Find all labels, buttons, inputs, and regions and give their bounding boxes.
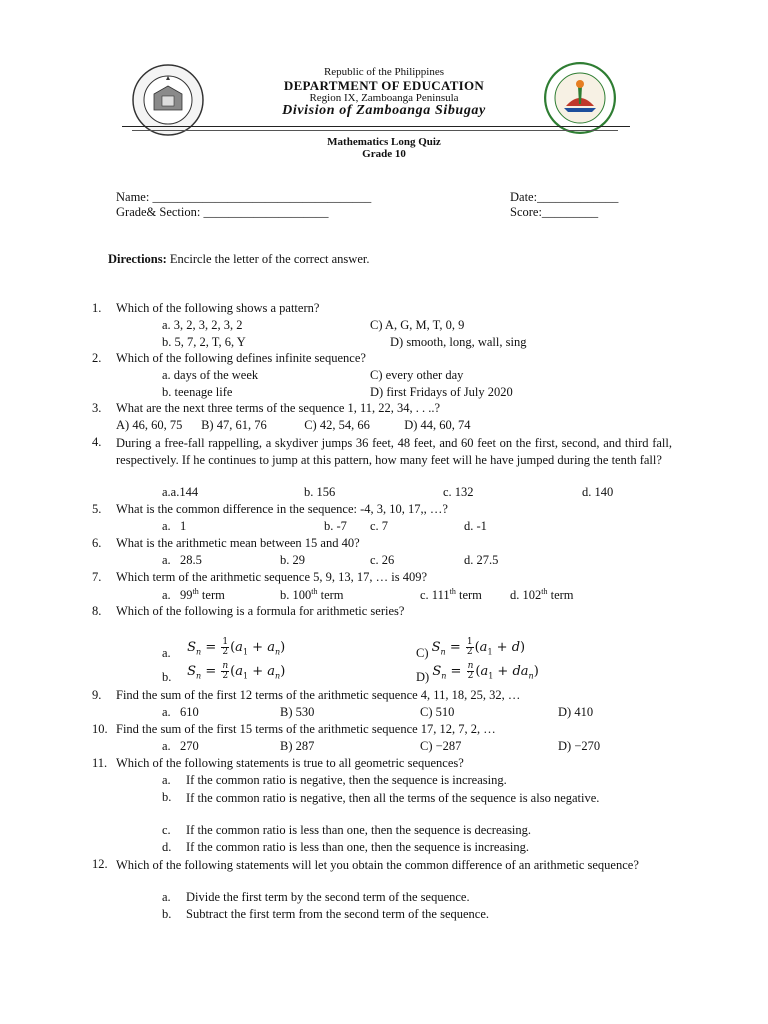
q5-option-d[interactable]: d. -1 — [464, 519, 487, 533]
question-6: 6. What is the arithmetic mean between 15 and 40? — [92, 536, 360, 550]
q4-option-b[interactable]: b. 156 — [304, 485, 336, 499]
q5-option-a[interactable]: a. 1 — [162, 519, 187, 533]
q9-option-b[interactable]: B) 530 — [280, 705, 315, 719]
q5-option-c[interactable]: c. 7 — [370, 519, 389, 533]
header-rule-thin — [132, 130, 618, 131]
q1-option-d[interactable]: D) smooth, long, wall, sing — [390, 335, 527, 349]
name-field[interactable]: Name: ___________________________________ — [116, 190, 372, 204]
q12-option-a[interactable]: Divide the first term by the second term of the sequence. — [186, 890, 470, 904]
question-4: During a free-fall rappelling, a skydiver jumps 36 feet, 48 feet, and 60 feet on the first, second, and third fall, respectively. If he continues to jump at this pattern, how many feet will he have jumped during the tenth fall? — [116, 436, 672, 467]
question-1: 1. Which of the following shows a pattern? — [92, 301, 320, 315]
header-rule — [122, 126, 630, 127]
question-2: 2. Which of the following defines infinite sequence? — [92, 351, 366, 365]
q6-option-b[interactable]: b. 29 — [280, 553, 305, 567]
grade-section-field[interactable]: Grade& Section: ____________________ — [116, 205, 329, 219]
question-12-number: 12. — [92, 857, 108, 871]
q11-option-b-letter: b. — [162, 790, 172, 804]
question-5: 5. What is the common difference in the sequence: -4, 3, 10, 17,, …? — [92, 502, 448, 516]
directions-text: Encircle the letter of the correct answer. — [166, 252, 370, 266]
q3-options[interactable]: A) 46, 60, 75 B) 47, 61, 76 C) 42, 54, 66 D) 44, 60, 74 — [116, 418, 471, 432]
q7-option-b[interactable]: b. 100th term — [280, 587, 344, 603]
q10-option-c[interactable]: C) −287 — [420, 739, 462, 753]
division-seal-logo — [544, 62, 616, 134]
q8-formula-c: $S_n$ = $\frac{1}{2}$ $(a_1 + d)$ — [431, 637, 526, 658]
q6-option-d[interactable]: d. 27.5 — [464, 553, 499, 567]
q12-option-b-letter: b. — [162, 907, 172, 921]
question-11: 11. Which of the following statements is true to all geometric sequences? — [92, 756, 464, 770]
q11-option-b[interactable]: If the common ratio is negative, then all the terms of the sequence is also negative. — [186, 791, 600, 805]
question-12: Which of the following statements will let you obtain the common difference of an arithmetic sequence? — [116, 858, 639, 872]
q10-option-d[interactable]: D) −270 — [558, 739, 601, 753]
q2-option-b[interactable]: b. teenage life — [162, 385, 233, 399]
q1-option-b[interactable]: b. 5, 7, 2, T, 6, Y — [162, 335, 246, 349]
q11-option-a-letter: a. — [162, 773, 171, 787]
directions — [108, 252, 369, 267]
q10-option-a[interactable]: a. 270 — [162, 739, 199, 753]
question-4-number: 4. — [92, 435, 102, 449]
q4-option-c[interactable]: c. 132 — [443, 485, 474, 499]
q5-option-b[interactable]: b. -7 — [324, 519, 347, 533]
question-8: 8. Which of the following is a formula for arithmetic series? — [92, 604, 405, 618]
question-10: 10. Find the sum of the first 15 terms of the arithmetic sequence 17, 12, 7, 2, … — [92, 722, 496, 736]
question-3: 3. What are the next three terms of the sequence 1, 11, 22, 34, . . ..? — [92, 401, 441, 415]
q4-option-d[interactable]: d. 140 — [582, 485, 614, 499]
q9-option-a[interactable]: a. 610 — [162, 705, 199, 719]
q9-option-d[interactable]: D) 410 — [558, 705, 594, 719]
q8-formula-d: $S_n$ = $\frac{n}{2}$ $(a_1 + da_n)$ — [432, 661, 539, 682]
q8-option-b[interactable] — [162, 660, 285, 685]
q7-option-c[interactable]: c. 111th term — [420, 587, 482, 603]
q4-option-a[interactable]: a.a.144 — [162, 485, 199, 499]
q10-option-b[interactable]: B) 287 — [280, 739, 315, 753]
q11-option-c-letter: c. — [162, 823, 171, 837]
q1-option-a[interactable]: a. 3, 2, 3, 2, 3, 2 — [162, 318, 243, 332]
q1-option-c[interactable]: C) A, G, M, T, 0, 9 — [370, 318, 465, 332]
q2-option-a[interactable]: a. days of the week — [162, 368, 259, 382]
q12-option-b[interactable]: Subtract the first term from the second term of the sequence. — [186, 907, 490, 921]
date-field[interactable]: Date:_____________ — [510, 190, 619, 204]
q11-option-d-letter: d. — [162, 840, 172, 854]
header-republic: Republic of the Philippines — [323, 66, 445, 78]
score-field[interactable]: Score:_________ — [510, 205, 599, 219]
q8-formula-a: $S_n$ = $\frac{1}{2}$ $(a_1 + a_n)$ — [187, 637, 286, 658]
q8-option-a-letter: a. — [162, 646, 171, 660]
q12-option-a-letter: a. — [162, 890, 171, 904]
directions-label: Directions: — [108, 252, 167, 266]
q11-option-a[interactable]: If the common ratio is negative, then the sequence is increasing. — [186, 773, 507, 787]
quiz-title: Mathematics Long Quiz — [327, 136, 441, 148]
q8-option-a[interactable] — [162, 636, 285, 661]
header-department: DEPARTMENT OF EDUCATION — [283, 78, 485, 93]
q8-option-d-letter: D) — [416, 670, 430, 684]
q9-option-c[interactable]: C) 510 — [420, 705, 455, 719]
q8-option-c[interactable] — [416, 636, 525, 661]
q8-option-b-letter: b. — [162, 670, 172, 684]
q2-option-c[interactable]: C) every other day — [370, 368, 464, 382]
q8-formula-b: $S_n$ = $\frac{n}{2}$ $(a_1 + a_n)$ — [187, 661, 286, 682]
quiz-grade: Grade 10 — [362, 148, 406, 160]
q11-option-d[interactable]: If the common ratio is less than one, then the sequence is increasing. — [186, 840, 529, 854]
question-9: 9. Find the sum of the first 12 terms of the arithmetic sequence 4, 11, 18, 25, 32, … — [92, 688, 521, 702]
q2-option-d[interactable]: D) first Fridays of July 2020 — [370, 385, 513, 399]
q7-option-a[interactable]: a. 99th term — [162, 587, 225, 603]
q7-option-d[interactable]: d. 102th term — [510, 587, 574, 603]
q6-option-a[interactable]: a. 28.5 — [162, 553, 202, 567]
q8-option-c-letter: C) — [416, 646, 429, 660]
question-7: 7. Which term of the arithmetic sequence 5, 9, 13, 17, … is 409? — [92, 570, 428, 584]
header-division: Division of Zamboanga Sibugay — [282, 103, 486, 118]
header-region: Region IX, Zamboanga Peninsula — [309, 92, 459, 104]
q8-option-d[interactable] — [416, 660, 539, 685]
q6-option-c[interactable]: c. 26 — [370, 553, 395, 567]
q11-option-c[interactable]: If the common ratio is less than one, then the sequence is decreasing. — [186, 823, 532, 837]
